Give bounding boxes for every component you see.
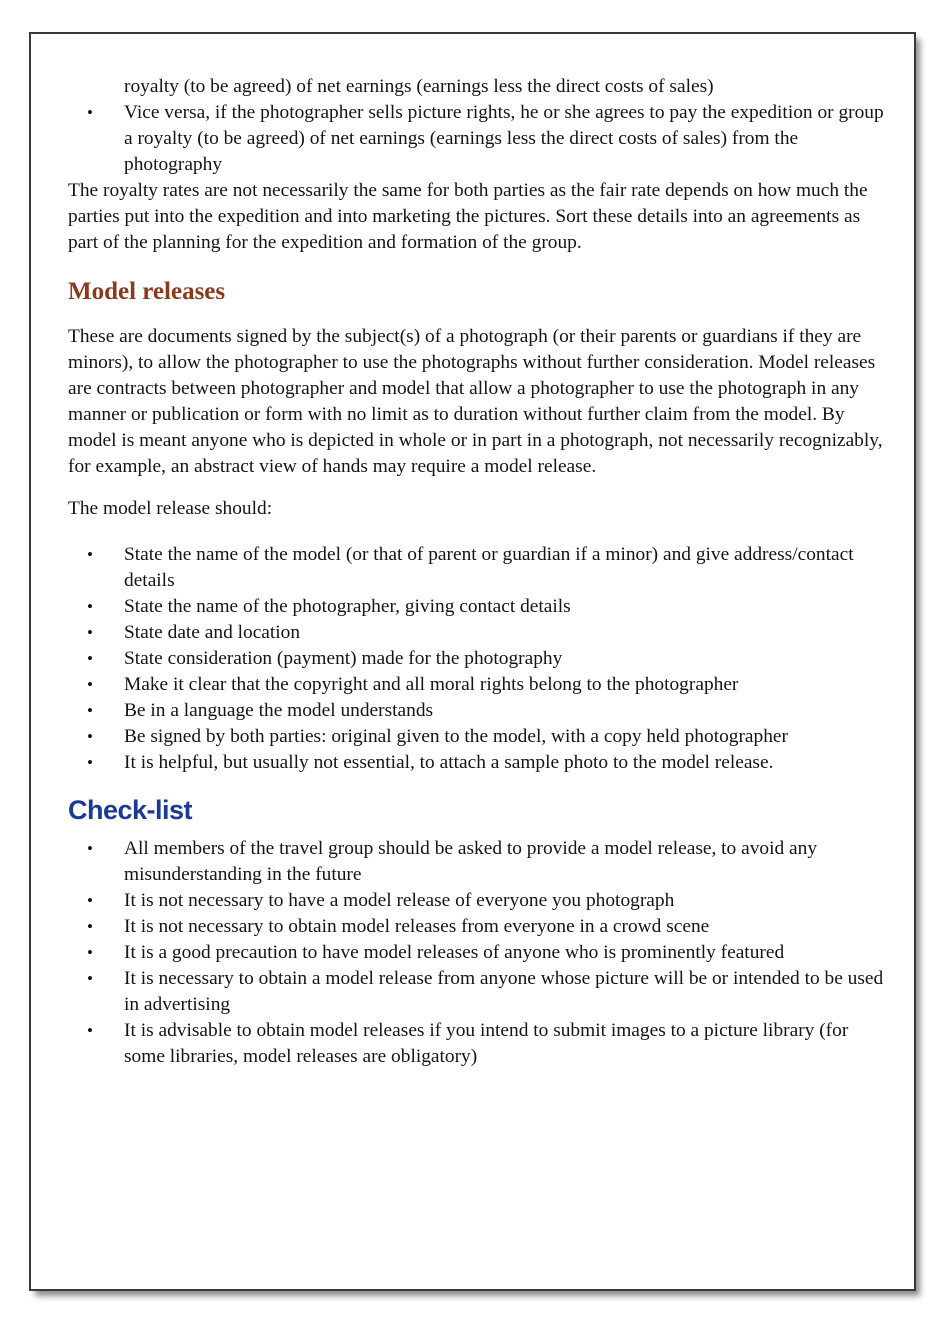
- list-item-text: It is advisable to obtain model releases if you intend to submit images to a picture library (for some libraries, model releases are obligatory): [124, 1020, 849, 1067]
- bullet-icon: •: [87, 727, 93, 746]
- model-release-lead-in: The model release should:: [68, 498, 273, 519]
- check-list: [68, 836, 888, 1070]
- carryover-bullet-list: [68, 100, 888, 178]
- bullet-icon: •: [87, 623, 93, 642]
- bullet-icon: •: [87, 753, 93, 772]
- bullet-icon: •: [87, 969, 93, 988]
- list-item: [68, 672, 888, 698]
- list-item: [68, 620, 888, 646]
- list-item: [68, 750, 888, 776]
- list-item: [68, 646, 888, 672]
- list-item: [68, 698, 888, 724]
- list-item: [68, 888, 888, 914]
- list-item: [68, 542, 888, 594]
- list-item-text: It is necessary to obtain a model release from anyone whose picture will be or intended to be used in advertising: [124, 968, 884, 1015]
- list-item-text: State date and location: [124, 622, 301, 643]
- list-item-text: State the name of the model (or that of parent or guardian if a minor) and give address/contact details: [124, 544, 854, 591]
- list-item: [68, 100, 888, 178]
- list-item-text: State consideration (payment) made for the photography: [124, 648, 563, 669]
- model-releases-paragraph: These are documents signed by the subject(s) of a photograph (or their parents or guardians if they are minors), to allow the photographer to use the photographs without further consideration. Model releases are contracts between photographer and model that allow a photographer to use the photograph in any manner or publication or form with no limit as to duration without further claim from the model. By model is meant anyone who is depicted in whole or in part in a photograph, not necessarily recognizably, for example, an abstract view of hands may require a model release.: [68, 326, 883, 477]
- bullet-icon: •: [87, 943, 93, 962]
- list-item-text: Be in a language the model understands: [124, 700, 434, 721]
- list-item-text: Be signed by both parties: original given to the model, with a copy held photographer: [124, 726, 788, 747]
- royalty-rates-paragraph: The royalty rates are not necessarily the same for both parties as the fair rate depends on how much the parties put into the expedition and into marketing the pictures. Sort these details into an agreements as part of the planning for the expedition and formation of the group.: [68, 180, 868, 253]
- list-item: [68, 1018, 888, 1070]
- bullet-icon: •: [87, 1021, 93, 1040]
- document-page: [29, 32, 916, 1291]
- model-releases-heading: Model releases: [68, 278, 226, 305]
- list-item-text: State the name of the photographer, giving contact details: [124, 596, 571, 617]
- bullet-icon: •: [87, 649, 93, 668]
- bullet-icon: •: [87, 917, 93, 936]
- list-item: [68, 914, 888, 940]
- bullet-icon: •: [87, 891, 93, 910]
- bullet-icon: •: [87, 839, 93, 858]
- list-item-text: All members of the travel group should be asked to provide a model release, to avoid any misunderstanding in the future: [124, 838, 818, 885]
- list-item: [68, 594, 888, 620]
- check-list-heading: Check-list: [68, 795, 193, 825]
- bullet-icon: •: [87, 545, 93, 564]
- list-item-text: It is a good precaution to have model releases of anyone who is prominently featured: [124, 942, 785, 963]
- bullet-icon: •: [87, 701, 93, 720]
- bullet-icon: •: [87, 675, 93, 694]
- list-item: [68, 836, 888, 888]
- list-item-text: It is not necessary to have a model release of everyone you photograph: [124, 890, 675, 911]
- bullet-icon: •: [87, 103, 93, 122]
- carryover-wrapped-line: royalty (to be agreed) of net earnings (earnings less the direct costs of sales): [124, 76, 714, 97]
- list-item-text: Vice versa, if the photographer sells picture rights, he or she agrees to pay the expedition or group a royalty (to be agreed) of net earnings (earnings less the direct costs of sales) from the photography: [124, 102, 884, 175]
- list-item-text: It is not necessary to obtain model releases from everyone in a crowd scene: [124, 916, 710, 937]
- list-item: [68, 940, 888, 966]
- list-item-text: It is helpful, but usually not essential, to attach a sample photo to the model release.: [124, 752, 774, 773]
- list-item: [68, 966, 888, 1018]
- bullet-icon: •: [87, 597, 93, 616]
- list-item-text: Make it clear that the copyright and all moral rights belong to the photographer: [124, 674, 739, 695]
- list-item: [68, 724, 888, 750]
- model-release-requirements-list: [68, 542, 888, 776]
